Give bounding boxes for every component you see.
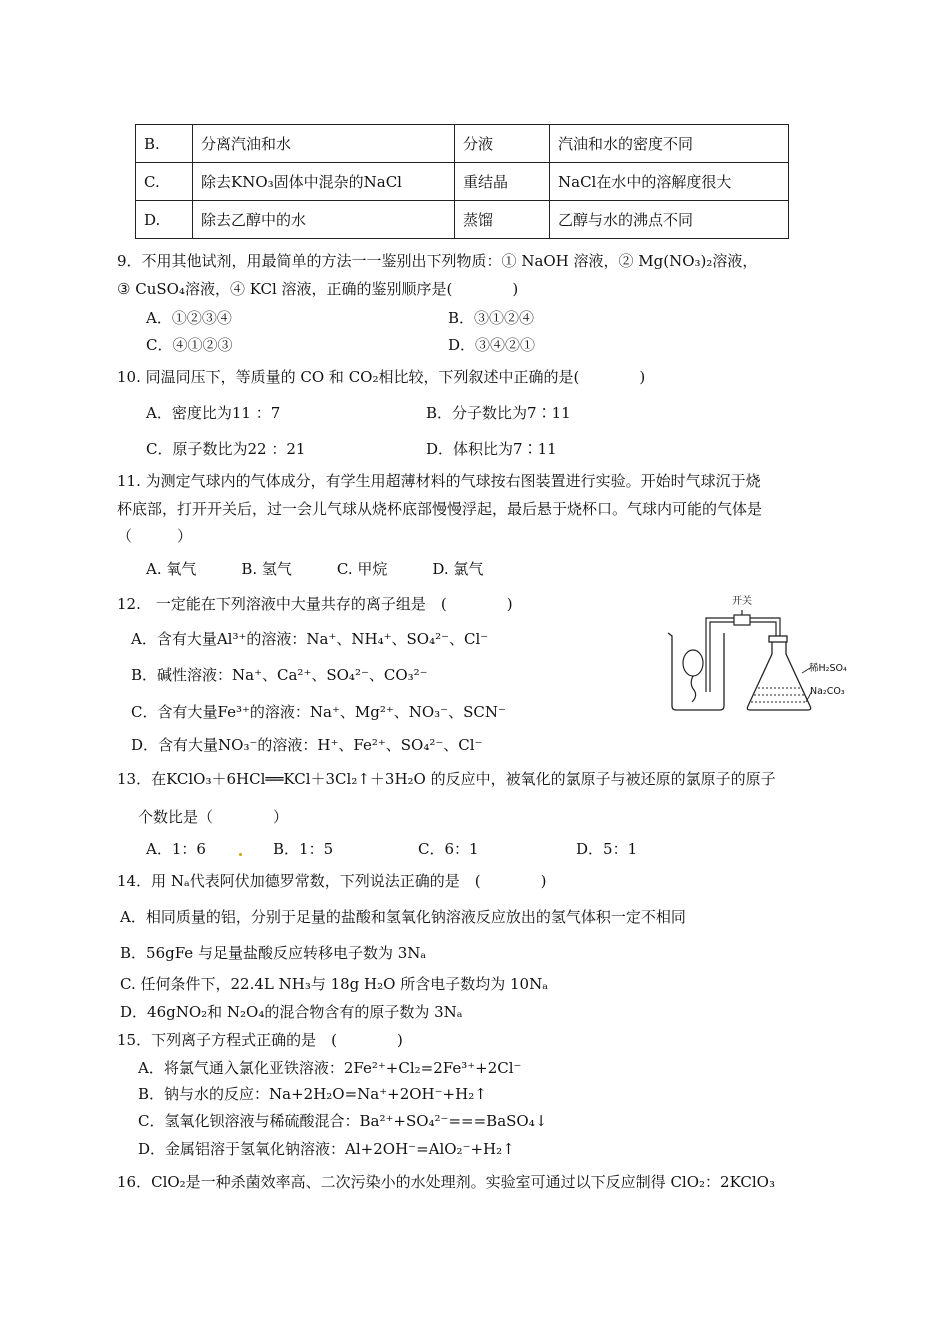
flask-liquid	[751, 688, 807, 702]
beaker	[668, 633, 724, 710]
table-row	[136, 125, 789, 163]
conical-flask	[747, 636, 810, 710]
q15-option-d: D．金属铝溶于氢氧化钠溶液：Al+2OH⁻=AlO₂⁻+H₂↑	[138, 1140, 515, 1158]
q12-option-d: D．含有大量NO₃⁻的溶液：H⁺、Fe²⁺、SO₄²⁻、Cl⁻	[131, 736, 483, 754]
apparatus-diagram	[660, 588, 860, 718]
row-task: 除去乙醇中的水	[193, 201, 455, 239]
q11-options: A. 氧气 B. 氢气 C. 甲烷 D. 氯气	[146, 560, 484, 578]
q14-option-c: C. 任何条件下，22.4L NH₃与 18g H₂O 所含电子数均为 10Nₐ	[120, 975, 548, 993]
q12-stem: 12. 一定能在下列溶液中大量共存的离子组是 ( )	[117, 595, 513, 613]
row-method: 重结晶	[455, 163, 550, 201]
q10-option-a: A．密度比为11 ：7	[146, 404, 281, 422]
q9-stem-line2: ③ CuSO₄溶液，④ KCl 溶液，正确的鉴别顺序是( )	[117, 280, 519, 298]
q15-option-c: C．氢氧化钡溶液与稀硫酸混合：Ba²⁺+SO₄²⁻===BaSO₄↓	[138, 1112, 548, 1130]
row-reason: 乙醇与水的沸点不同	[550, 201, 789, 239]
q10-option-b: B．分子数比为7∶11	[426, 404, 571, 422]
row-task: 分离汽油和水	[193, 125, 455, 163]
q15-stem: 15．下列离子方程式正确的是 ( )	[117, 1031, 403, 1049]
switch-icon	[734, 610, 750, 625]
row-method: 蒸馏	[455, 201, 550, 239]
row-label: B.	[136, 125, 193, 163]
q9-stem-line1: 9．不用其他试剂，用最简单的方法一一鉴别出下列物质：① NaOH 溶液，② Mg(NO₃)₂溶液，	[117, 252, 758, 270]
q15-option-a: A．将氯气通入氯化亚铁溶液：2Fe²⁺+Cl₂=2Fe³⁺+2Cl⁻	[138, 1059, 522, 1077]
q10-option-d: D．体积比为7∶11	[426, 440, 557, 458]
salt-label: Na₂CO₃	[810, 686, 845, 697]
q15-option-b: B．钠与水的反应：Na+2H₂O=Na⁺+2OH⁻+H₂↑	[138, 1085, 487, 1103]
row-reason: 汽油和水的密度不同	[550, 125, 789, 163]
q9-option-d: D．③④②①	[448, 336, 536, 354]
balloon	[683, 650, 703, 702]
q13-option-b: B．1：5	[273, 840, 334, 858]
row-task: 除去KNO₃固体中混杂的NaCl	[193, 163, 455, 201]
glass-tube	[706, 618, 780, 692]
table-row	[136, 201, 789, 239]
q9-option-c: C．④①②③	[146, 336, 233, 354]
q13-stem-line2: 个数比是（ ）	[138, 808, 289, 826]
q11-stem-line2: 杯底部，打开开关后，过一会儿气球从烧杯底部慢慢浮起，最后悬于烧杯口。气球内可能的气体是	[117, 500, 763, 518]
row-label: D.	[136, 201, 193, 239]
row-method: 分液	[455, 125, 550, 163]
q14-option-b: B．56gFe 与足量盐酸反应转移电子数为 3Nₐ	[120, 944, 427, 962]
q16-stem-line1: 16．ClO₂是一种杀菌效率高、二次污染小的水处理剂。实验室可通过以下反应制得 ClO₂：2KClO₃	[117, 1173, 775, 1191]
options-table	[135, 124, 789, 239]
table-row	[136, 163, 789, 201]
q14-option-a: A．相同质量的铝，分别于足量的盐酸和氢氧化钠溶液反应放出的氢气体积一定不相同	[120, 908, 686, 926]
q12-option-b: B．碱性溶液：Na⁺、Ca²⁺、SO₄²⁻、CO₃²⁻	[131, 666, 428, 684]
q12-option-a: A．含有大量Al³⁺的溶液：Na⁺、NH₄⁺、SO₄²⁻、Cl⁻	[131, 630, 489, 648]
stray-dot	[239, 853, 242, 856]
row-label: C.	[136, 163, 193, 201]
q13-option-c: C．6：1	[418, 840, 479, 858]
q12-option-c: C．含有大量Fe³⁺的溶液：Na⁺、Mg²⁺、NO₃⁻、SCN⁻	[131, 703, 506, 721]
q14-stem: 14．用 Nₐ代表阿伏加德罗常数，下列说法正确的是 ( )	[117, 872, 547, 890]
q11-stem-line1: 11. 为测定气球内的气体成分，有学生用超薄材料的气球按右图装置进行实验。开始时气球沉于烧	[117, 472, 761, 490]
switch-label: 开关	[732, 596, 752, 607]
acid-label: 稀H₂SO₄	[809, 663, 847, 674]
q10-stem: 10. 同温同压下，等质量的 CO 和 CO₂相比较，下列叙述中正确的是( )	[117, 368, 646, 386]
q13-stem-line1: 13．在KClO₃＋6HCl══KCl＋3Cl₂↑＋3H₂O 的反应中，被氧化的氯原子与被还原的氯原子的原子	[117, 770, 776, 788]
q13-option-a: A．1：6	[146, 840, 206, 858]
q13-option-d: D．5：1	[576, 840, 638, 858]
q14-option-d: D．46gNO₂和 N₂O₄的混合物含有的原子数为 3Nₐ	[120, 1003, 463, 1021]
q9-option-a: A．①②③④	[146, 309, 232, 327]
q9-option-b: B．③①②④	[448, 309, 535, 327]
q11-stem-line3: （ ）	[117, 527, 193, 545]
row-reason: NaCl在水中的溶解度很大	[550, 163, 789, 201]
q10-option-c: C．原子数比为22 ：21	[146, 440, 306, 458]
